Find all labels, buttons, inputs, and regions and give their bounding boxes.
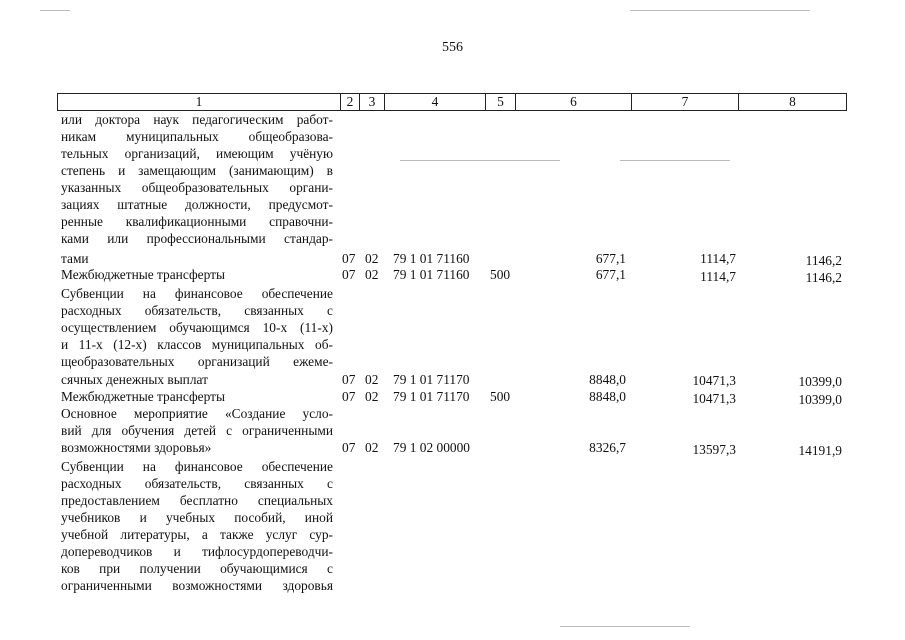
description-line: ками или профессиональными стандар-	[61, 231, 333, 246]
expense-type-code: 500	[490, 267, 511, 282]
column-header-7: 7	[632, 94, 739, 110]
description-line: учебной литературы, а также услуг сур-	[61, 527, 333, 542]
section-code: 07	[342, 372, 356, 387]
target-article-code: 79 1 01 71160	[393, 251, 470, 266]
description-line: учебников и учебных пособий, иной	[61, 510, 333, 525]
amount-col-7: 13597,3	[692, 442, 736, 457]
description-line: расходных обязательств, связанных с	[61, 303, 333, 318]
subsection-code: 02	[365, 372, 379, 387]
amount-col-8: 14191,9	[798, 443, 842, 458]
target-article-code: 79 1 01 71160	[393, 267, 470, 282]
column-header-1: 1	[58, 94, 341, 110]
column-header-8: 8	[789, 94, 796, 109]
amount-col-8: 1146,2	[805, 253, 842, 268]
amount-col-7: 1114,7	[700, 269, 736, 284]
scan-speck	[400, 160, 560, 161]
description-line: зациях штатные должности, предусмот-	[61, 197, 333, 212]
amount-col-8: 10399,0	[798, 374, 842, 389]
description-line: щеобразовательных организаций ежеме-	[61, 354, 333, 369]
amount-col-6: 677,1	[595, 251, 626, 266]
description-line: ков при получении обучающимися с	[61, 561, 333, 576]
description-line: тельных организаций, имеющим учёную	[61, 146, 333, 161]
target-article-code: 79 1 01 71170	[393, 389, 470, 404]
description-line: и 11-х (12-х) классов муниципальных об-	[61, 337, 333, 352]
description-line: никам муниципальных общеобразова-	[61, 129, 333, 144]
column-header-3: 3	[360, 94, 385, 110]
description-line: указанных общеобразовательных органи-	[61, 180, 333, 195]
column-header-row	[57, 93, 847, 111]
scan-speck	[620, 160, 730, 161]
description-line: ограниченными возможностями здоровья	[61, 578, 333, 593]
subsection-code: 02	[365, 440, 379, 455]
scan-speck	[40, 10, 70, 11]
section-code: 07	[342, 251, 356, 266]
amount-col-8: 10399,0	[798, 392, 842, 407]
amount-col-7: 1114,7	[700, 251, 736, 266]
amount-col-6: 8326,7	[589, 440, 626, 455]
section-code: 07	[342, 267, 356, 282]
description-line: возможностями здоровья»	[61, 440, 212, 455]
page-number: 556	[442, 40, 463, 55]
description-line: ренные квалификационными справочни-	[61, 214, 333, 229]
amount-col-6: 8848,0	[589, 372, 626, 387]
description-line: вий для обучения детей с ограниченными	[61, 423, 333, 438]
description-line: Субвенции на финансовое обеспечение	[61, 286, 333, 301]
description-line: тами	[61, 251, 89, 266]
subsection-code: 02	[365, 267, 379, 282]
column-header-4: 4	[385, 94, 486, 110]
column-header-6: 6	[516, 94, 632, 110]
subsection-code: 02	[365, 389, 379, 404]
description-line: Межбюджетные трансферты	[61, 389, 225, 404]
subsection-code: 02	[365, 251, 379, 266]
target-article-code: 79 1 01 71170	[393, 372, 470, 387]
description-line: сячных денежных выплат	[61, 372, 208, 387]
description-line: предоставлением бесплатно специальных	[61, 493, 333, 508]
description-line: осуществлением обучающимся 10-х (11-х)	[61, 320, 333, 335]
amount-col-6: 8848,0	[589, 389, 626, 404]
description-line: Субвенции на финансовое обеспечение	[61, 459, 333, 474]
description-line: расходных обязательств, связанных с	[61, 476, 333, 491]
description-line: или доктора наук педагогическим работ-	[61, 112, 333, 127]
description-line: допереводчиков и тифлосурдопереводчи-	[61, 544, 333, 559]
scan-speck	[560, 626, 690, 627]
amount-col-7: 10471,3	[692, 373, 736, 388]
expense-type-code: 500	[490, 389, 511, 404]
amount-col-8: 1146,2	[805, 270, 842, 285]
target-article-code: 79 1 02 00000	[393, 440, 470, 455]
scan-speck	[630, 10, 810, 11]
description-line: степень и замещающим (занимающим) в	[61, 163, 333, 178]
amount-col-7: 10471,3	[692, 391, 736, 406]
column-header-2: 2	[341, 94, 360, 110]
description-line: Основное мероприятие «Создание усло-	[61, 406, 333, 421]
amount-col-6: 677,1	[595, 267, 626, 282]
description-line: Межбюджетные трансферты	[61, 267, 225, 282]
section-code: 07	[342, 389, 356, 404]
section-code: 07	[342, 440, 356, 455]
column-header-5: 5	[486, 94, 516, 110]
